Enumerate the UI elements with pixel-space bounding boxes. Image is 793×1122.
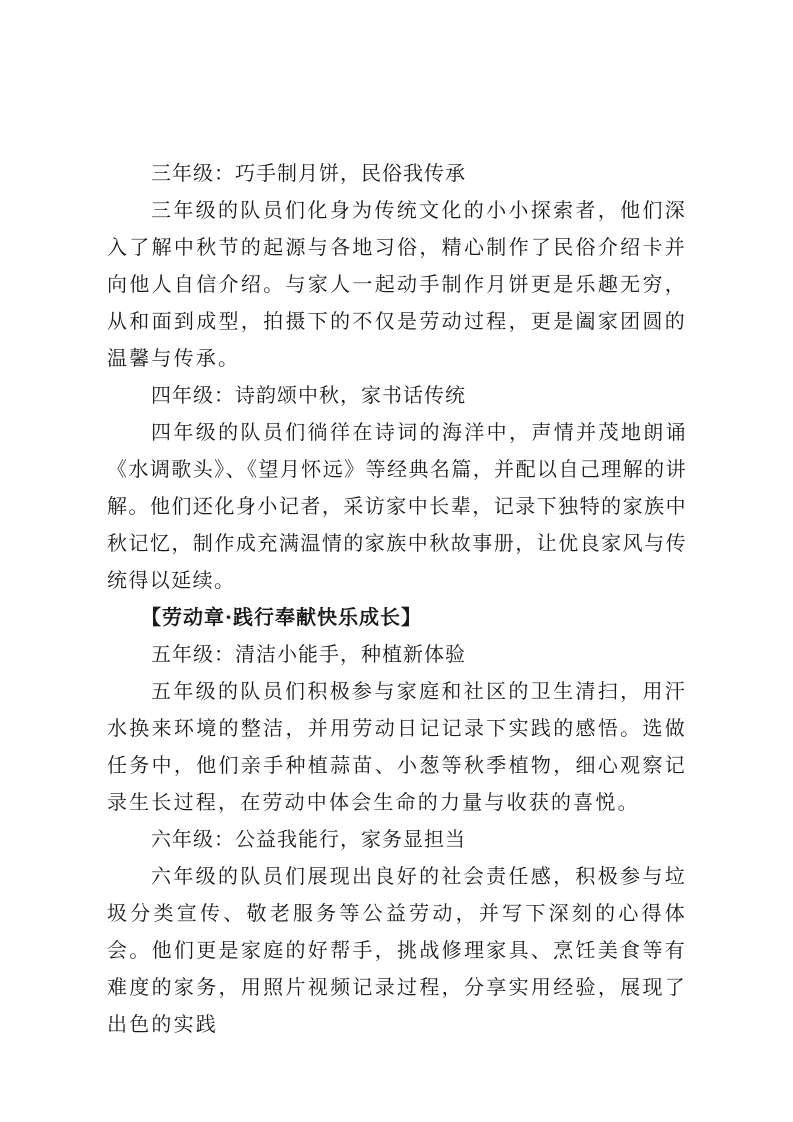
grade4-heading: 四年级：诗韵颂中秋，家书话传统 bbox=[151, 383, 466, 407]
grade6-paragraph: 六年级的队员们展现出良好的社会责任感，积极参与垃圾分类宣传、敬老服务等公益劳动，并写下深刻的心得体会。他们更是家庭的好帮手，挑战修理家具、烹饪美食等有难度的家务，用照片视频记录过程，分享实用经验，展现了出色的实践 bbox=[107, 864, 687, 1036]
document-body bbox=[107, 155, 687, 1043]
labor-section-title: 【劳动章·践行奉献快乐成长】 bbox=[141, 605, 422, 629]
grade5-paragraph: 五年级的队员们积极参与家庭和社区的卫生清扫，用汗水换来环境的整洁，并用劳动日记记录下实践的感悟。选做任务中，他们亲手种植蒜苗、小葱等秋季植物，细心观察记录生长过程，在劳动中体会生命的力量与收获的喜悦。 bbox=[107, 679, 687, 814]
grade6-heading: 六年级：公益我能行，家务显担当 bbox=[151, 827, 466, 851]
grade5-heading: 五年级：清洁小能手，种植新体验 bbox=[151, 642, 466, 666]
grade4-paragraph: 四年级的队员们徜徉在诗词的海洋中，声情并茂地朗诵《水调歌头》、《望月怀远》等经典名篇，并配以自己理解的讲解。他们还化身小记者，采访家中长辈，记录下独特的家族中秋记忆，制作成充满温情的家族中秋故事册，让优良家风与传统得以延续。 bbox=[107, 420, 687, 592]
grade3-heading: 三年级：巧手制月饼，民俗我传承 bbox=[151, 161, 466, 185]
grade3-paragraph: 三年级的队员们化身为传统文化的小小探索者，他们深入了解中秋节的起源与各地习俗，精心制作了民俗介绍卡并向他人自信介绍。与家人一起动手制作月饼更是乐趣无穷，从和面到成型，拍摄下的不仅是劳动过程，更是阖家团圆的温馨与传承。 bbox=[107, 198, 687, 370]
